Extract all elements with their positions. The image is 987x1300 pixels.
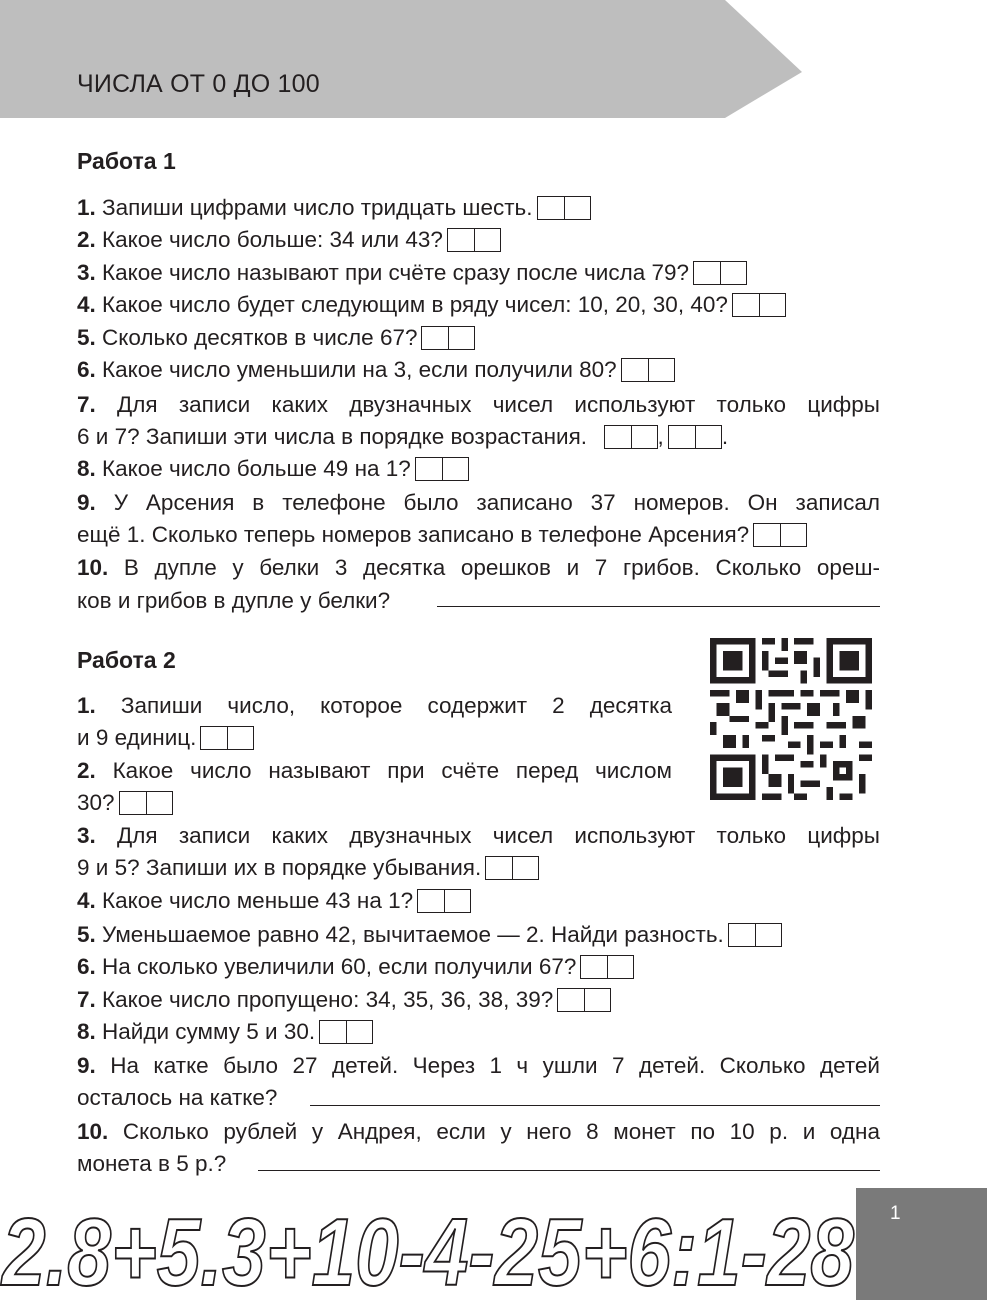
- page-title: ЧИСЛА ОТ 0 ДО 100: [77, 70, 320, 98]
- question-number: 8.: [77, 456, 96, 481]
- work2-question-9-line2: [77, 1082, 277, 1114]
- question-text: Какое число больше: 34 или 43?: [102, 227, 443, 252]
- work1-question-2: [77, 224, 501, 256]
- question-number: 4.: [77, 292, 96, 317]
- answer-line[interactable]: [310, 1105, 880, 1106]
- answer-cells[interactable]: [537, 196, 591, 220]
- period: .: [721, 424, 729, 449]
- question-number: 6.: [77, 954, 96, 979]
- work2-question-2-line2: [77, 787, 173, 819]
- work2-question-9-line1: [77, 1050, 880, 1082]
- work1-question-10-line1: [77, 552, 880, 584]
- decorative-digits-text: 2.8+5.3+10-4-25+6:1-28: [0, 1199, 855, 1300]
- work1-question-6: [77, 354, 675, 386]
- question-number: 7.: [77, 987, 96, 1012]
- work2-question-10-line2: [77, 1148, 226, 1180]
- question-number: 1.: [77, 693, 96, 718]
- question-number: 2.: [77, 758, 96, 783]
- answer-line[interactable]: [258, 1170, 880, 1171]
- question-text: монета в 5 р.?: [77, 1151, 227, 1176]
- question-text: ков и грибов в дупле у белки?: [77, 588, 391, 613]
- answer-cells[interactable]: [447, 228, 501, 252]
- work1-question-7-line2: [77, 421, 728, 453]
- work1-question-8: [77, 453, 469, 485]
- answer-cells[interactable]: [200, 726, 254, 750]
- decorative-digits: [0, 1185, 860, 1300]
- answer-cells[interactable]: [668, 425, 722, 449]
- question-text: Какое число будет следующим в ряду чисел: 10, 20, 30, 40?: [102, 292, 728, 317]
- question-text: Для записи каких двузначных чисел используют только цифры: [117, 392, 880, 417]
- qr-code: [710, 638, 872, 800]
- header-banner: [0, 0, 802, 118]
- question-text: Уменьшаемое равно 42, вычитаемое — 2. Найди разность.: [102, 922, 724, 947]
- question-text: Сколько десятков в числе 67?: [102, 325, 418, 350]
- question-text: Какое число пропущено: 34, 35, 36, 38, 39?: [102, 987, 554, 1012]
- question-text: осталось на катке?: [77, 1085, 278, 1110]
- work2-question-1-line1: [77, 690, 672, 722]
- work2-question-2-line1: [77, 755, 672, 787]
- question-text: Запиши цифрами число тридцать шесть.: [102, 195, 533, 220]
- question-text: ещё 1. Сколько теперь номеров записано в телефоне Арсения?: [77, 522, 750, 547]
- work2-question-3-line1: [77, 820, 880, 852]
- question-text: Какое число называют при счёте перед числом: [112, 758, 672, 783]
- work1-question-3: [77, 257, 747, 289]
- question-text: 9 и 5? Запиши их в порядке убывания.: [77, 855, 482, 880]
- question-number: 6.: [77, 357, 96, 382]
- work2-question-3-line2: [77, 852, 539, 884]
- question-number: 8.: [77, 1019, 96, 1044]
- page-number-box: [856, 1188, 987, 1300]
- question-text: Какое число меньше 43 на 1?: [102, 888, 414, 913]
- answer-cells[interactable]: [621, 358, 675, 382]
- work1-question-10-line2: [77, 585, 390, 617]
- question-text: Сколько рублей у Андрея, если у него 8 монет по 10 р. и одна: [122, 1119, 880, 1144]
- question-text: Найди сумму 5 и 30.: [102, 1019, 316, 1044]
- question-number: 2.: [77, 227, 96, 252]
- answer-cells[interactable]: [604, 425, 658, 449]
- question-number: 4.: [77, 888, 96, 913]
- question-text: 6 и 7? Запиши эти числа в порядке возрастания.: [77, 424, 588, 449]
- question-text: Какое число больше 49 на 1?: [102, 456, 411, 481]
- question-number: 9.: [77, 1053, 96, 1078]
- work1-question-7-line1: [77, 389, 880, 421]
- answer-cells[interactable]: [753, 523, 807, 547]
- question-number: 10.: [77, 555, 109, 580]
- work2-question-4: [77, 885, 471, 917]
- question-number: 3.: [77, 260, 96, 285]
- work1-question-1: [77, 192, 591, 224]
- question-number: 5.: [77, 922, 96, 947]
- work1-question-4: [77, 289, 786, 321]
- page-number: 1: [890, 1203, 901, 1224]
- question-number: 9.: [77, 490, 96, 515]
- question-text: Какое число называют при счёте сразу после числа 79?: [102, 260, 690, 285]
- answer-cells[interactable]: [728, 923, 782, 947]
- work1-question-9-line2: [77, 519, 807, 551]
- question-text: У Арсения в телефоне было записано 37 номеров. Он записал: [113, 490, 880, 515]
- question-text: На сколько увеличили 60, если получили 67?: [102, 954, 577, 979]
- answer-cells[interactable]: [415, 457, 469, 481]
- work2-question-8: [77, 1016, 373, 1048]
- question-number: 5.: [77, 325, 96, 350]
- answer-cells[interactable]: [417, 889, 471, 913]
- answer-cells[interactable]: [580, 955, 634, 979]
- question-number: 1.: [77, 195, 96, 220]
- question-text: Какое число уменьшили на 3, если получили 80?: [102, 357, 617, 382]
- question-text: Запиши число, которое содержит 2 десятка: [120, 693, 672, 718]
- question-text: и 9 единиц.: [77, 725, 197, 750]
- answer-cells[interactable]: [319, 1020, 373, 1044]
- work1-question-9-line1: [77, 487, 880, 519]
- answer-line[interactable]: [437, 606, 880, 607]
- question-number: 7.: [77, 392, 96, 417]
- work2-question-6: [77, 951, 634, 983]
- work1-question-5: [77, 322, 475, 354]
- answer-cells[interactable]: [557, 988, 611, 1012]
- work2-question-1-line2: [77, 722, 254, 754]
- question-text: 30?: [77, 790, 115, 815]
- work1-title: Работа 1: [77, 148, 176, 174]
- answer-cells[interactable]: [421, 326, 475, 350]
- answer-cells[interactable]: [485, 856, 539, 880]
- work2-title: Работа 2: [77, 647, 176, 673]
- answer-cells[interactable]: [693, 261, 747, 285]
- question-text: Для записи каких двузначных чисел используют только цифры: [117, 823, 880, 848]
- answer-cells[interactable]: [119, 791, 173, 815]
- question-number: 3.: [77, 823, 96, 848]
- work2-question-7: [77, 984, 611, 1016]
- question-text: В дупле у белки 3 десятка орешков и 7 грибов. Сколько ореш-: [123, 555, 880, 580]
- question-text: На катке было 27 детей. Через 1 ч ушли 7 детей. Сколько детей: [110, 1053, 880, 1078]
- answer-cells[interactable]: [732, 293, 786, 317]
- work2-question-5: [77, 919, 782, 951]
- work2-question-10-line1: [77, 1116, 880, 1148]
- question-number: 10.: [77, 1119, 109, 1144]
- separator: ,: [657, 424, 664, 449]
